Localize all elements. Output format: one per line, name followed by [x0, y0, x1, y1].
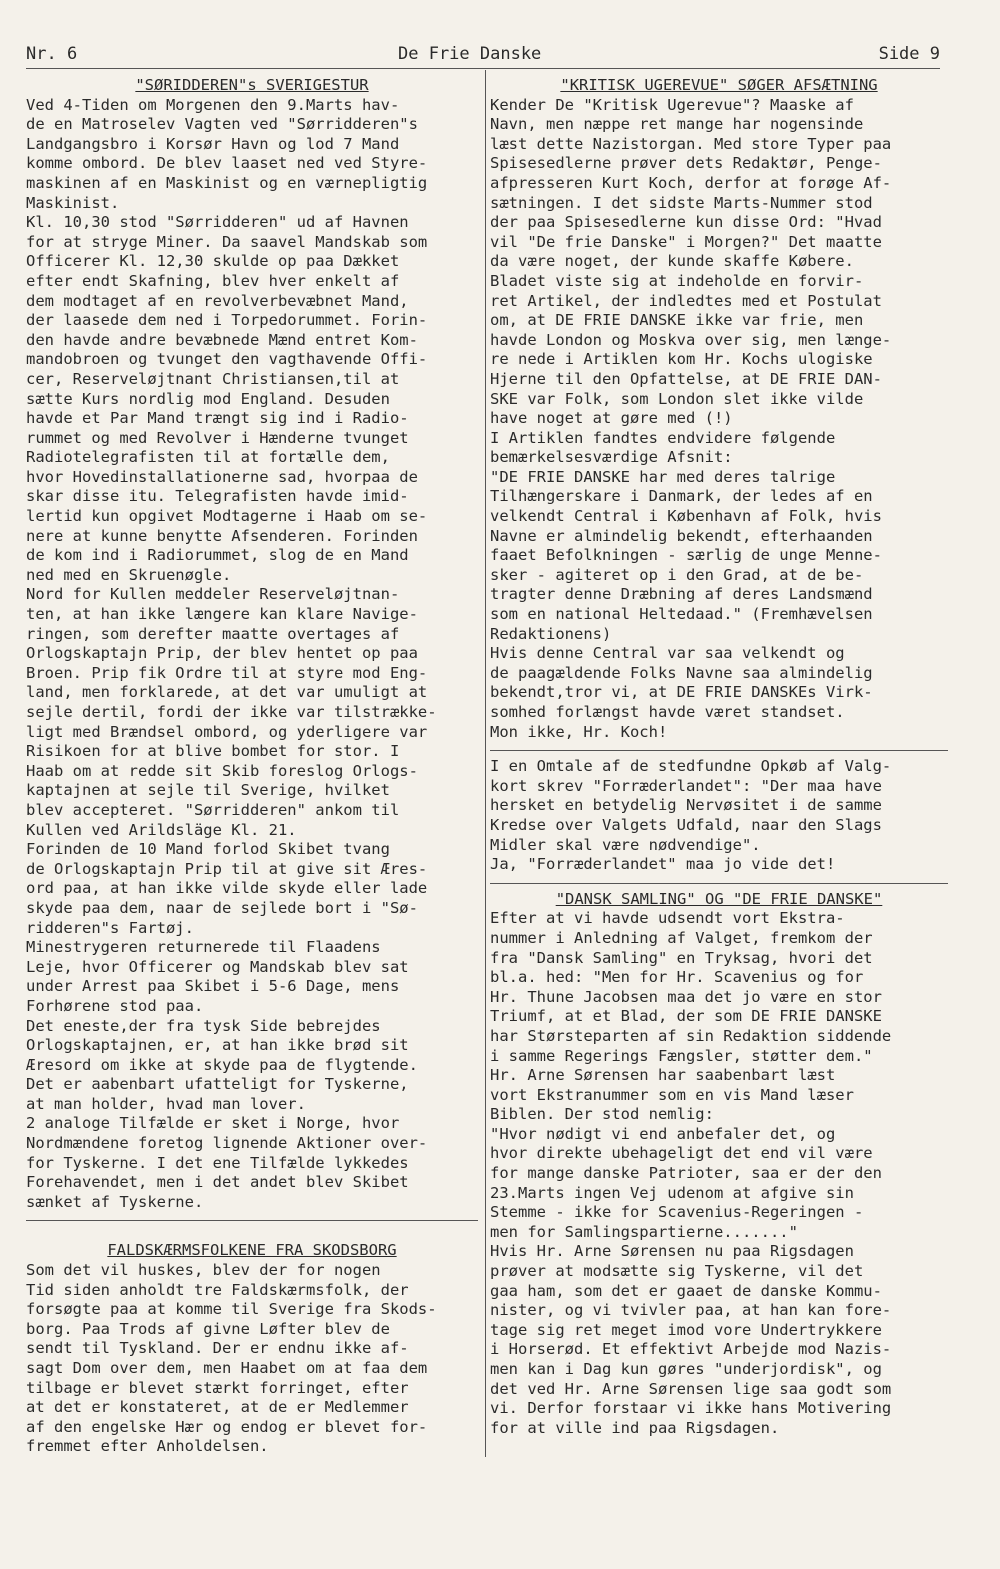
text-line: hvor direkte ubehageligt det end vil være — [490, 1144, 873, 1163]
text-line: velkendt Central i København af Folk, hvis — [490, 507, 882, 526]
text-line: Triumf, at et Blad, der som DE FRIE DANSKE — [490, 1007, 882, 1026]
text-line: at det er konstateret, at de er Medlemmer — [26, 1398, 409, 1417]
text-line: de en Matroselev Vagten ved "Sørridderen"s — [26, 115, 418, 134]
text-line: nummer i Anledning af Valget, fremkom der — [490, 928, 873, 947]
text-line: bekendt,tror vi, at DE FRIE DANSKEs Virk- — [490, 683, 873, 702]
text-line: Det eneste,der fra tysk Side bebrejdes — [26, 1016, 381, 1035]
text-line: kaptajnen at sejle til Sverige, hvilket — [26, 781, 390, 800]
text-line: gaa ham, som det er gaaet de danske Kommu- — [490, 1281, 882, 1300]
text-line: ringen, som derefter maatte overtages af — [26, 624, 400, 643]
text-line: lertid kun opgivet Modtagerne i Haab om se- — [26, 507, 428, 526]
article-title: "SØRIDDEREN"s SVERIGESTUR — [135, 76, 369, 94]
article-title: FALDSKÆRMSFOLKENE FRA SKODSBORG — [107, 1241, 397, 1260]
text-line: Efter at vi havde udsendt vort Ekstra- — [490, 909, 845, 928]
text-line: faaet Befolkningen - særlig de unge Menne- — [490, 546, 882, 565]
article-title: "DANSK SAMLING" OG "DE FRIE DANSKE" — [555, 889, 883, 908]
text-line: sænket af Tyskerne. — [26, 1192, 204, 1211]
text-line: sætningen. I det sidste Marts-Nummer stod — [490, 193, 873, 212]
text-line: de kom ind i Radiorummet, slog de en Mand — [26, 546, 409, 565]
text-line: for mange danske Patrioter, saa er der den — [490, 1164, 882, 1183]
text-line: de paagældende Folks Navne saa almindelig — [490, 663, 873, 682]
text-line: ord paa, at han ikke vilde skyde eller lade — [26, 879, 428, 898]
text-line: Stemme - ikke for Scavenius-Regeringen - — [490, 1203, 864, 1222]
text-line: den havde andre bevæbnede Mænd entret Kom- — [26, 330, 418, 349]
text-line: Tilhængerskare i Danmark, der ledes af en — [490, 487, 873, 506]
text-line: der laasede dem ned i Torpedorummet. Forin- — [26, 311, 428, 330]
text-line: I en Omtale af de stedfundne Opkøb af Valg- — [490, 757, 892, 776]
text-line: maskinen af en Maskinist og en værnepligtig — [26, 173, 428, 192]
text-line: blev accepteret. "Sørridderen" ankom til — [26, 800, 400, 819]
text-line: sætte Kurs nordlig mod England. Desuden — [26, 389, 390, 408]
text-line: i Horserød. Et effektivt Arbejde mod Nazis- — [490, 1340, 892, 1359]
text-line: nere at kunne benytte Afsenderen. Forinden — [26, 526, 418, 545]
text-line: havde London og Moskva over sig, men længe- — [490, 330, 892, 349]
text-line: Risikoen for at blive bombet for stor. I — [26, 742, 400, 761]
text-line: Navne er almindelig bekendt, efterhaanden — [490, 526, 873, 545]
text-line: prøver at modsætte sig Tyskerne, vil det — [490, 1262, 864, 1281]
text-line: under Arrest paa Skibet i 5-6 Dage, mens — [26, 977, 400, 996]
text-line: forsøgte paa at komme til Sverige fra Skods- — [26, 1300, 437, 1319]
publication-name: De Frie Danske — [398, 44, 542, 64]
text-line: i samme Regerings Fængsler, støtter dem." — [490, 1046, 873, 1065]
text-line: efter endt Skafning, blev hver enkelt af — [26, 271, 400, 290]
text-line: de Orlogskaptajn Prip til at give sit Æres- — [26, 859, 428, 878]
text-line: Redaktionens) — [490, 624, 612, 643]
text-line: have noget at gøre med (!) — [490, 409, 733, 428]
text-line: Kredse over Valgets Udfald, naar den Slags — [490, 815, 882, 834]
text-line: Kullen ved Arildsläge Kl. 21. — [26, 820, 297, 839]
text-line: Kender De "Kritisk Ugerevue"? Maaske af — [490, 95, 854, 114]
text-line: cer, Reserveløjtnant Christiansen,til at — [26, 369, 400, 388]
text-line: fremmet efter Anholdelsen. — [26, 1437, 269, 1456]
page-side-number: Side 9 — [878, 44, 940, 64]
article-kritisk-ugerevue — [490, 76, 948, 742]
article-separator — [26, 1220, 478, 1221]
text-line: bemærkelsesværdige Afsnit: — [490, 448, 733, 467]
text-line: ridderen"s Fartøj. — [26, 918, 194, 937]
text-line: Ved 4-Tiden om Morgenen den 9.Marts hav- — [26, 95, 400, 114]
text-line: Broen. Prip fik Ordre til at styre mod Eng- — [26, 663, 428, 682]
text-line: Officerer Kl. 12,30 skulde op paa Dækket — [26, 252, 400, 271]
text-line: Bladet viste sig at indeholde en forvir- — [490, 271, 864, 290]
text-line: Hvis denne Central var saa velkendt og — [490, 644, 845, 663]
article-separator — [490, 750, 948, 751]
text-line: vil "De frie Danske" i Morgen?" Det maatte — [490, 232, 882, 251]
text-line: afpresseren Kurt Koch, derfor at forøge Af- — [490, 173, 892, 192]
text-line: for at ville ind paa Rigsdagen. — [490, 1418, 780, 1437]
text-line: Ja, "Forræderlandet" maa jo vide det! — [490, 855, 836, 874]
article-separator — [490, 883, 948, 884]
text-line: "DE FRIE DANSKE har med deres talrige — [490, 467, 836, 486]
text-line: læst dette Nazistorgan. Med store Typer paa — [490, 134, 892, 153]
text-line: fra "Dansk Samling" en Tryksag, hvori det — [490, 948, 873, 967]
text-line: ned med en Skruenøgle. — [26, 565, 232, 584]
article-dansk-samling — [490, 890, 948, 1439]
article-body — [490, 757, 948, 875]
text-line: Kl. 10,30 stod "Sørridderen" ud af Havnen — [26, 213, 409, 232]
text-line: Nord for Kullen meddeler Reserveløjtnan- — [26, 585, 400, 604]
text-line: kort skrev "Forræderlandet": "Der maa have — [490, 776, 882, 795]
text-line: at man holder, hvad man lover. — [26, 1094, 306, 1113]
text-line: bl.a. hed: "Men for Hr. Scavenius og for — [490, 968, 864, 987]
text-line: om, at DE FRIE DANSKE ikke var frie, men — [490, 311, 864, 330]
text-line: vort Ekstranummer som en vis Mand læser — [490, 1085, 854, 1104]
text-line: for Tyskerne. I det ene Tilfælde lykkedes — [26, 1153, 409, 1172]
text-line: Maskinist. — [26, 193, 120, 212]
text-line: Hvis Hr. Arne Sørensen nu paa Rigsdagen — [490, 1242, 854, 1261]
right-column — [490, 76, 948, 1438]
text-line: Navn, men næppe ret mange har nogensinde — [490, 115, 864, 134]
text-line: Orlogskaptajnen, er, at han ikke brød sit — [26, 1036, 409, 1055]
text-line: der paa Spisesedlerne kun disse Ord: "Hvad — [490, 213, 882, 232]
text-line: Orlogskaptajn Prip, der blev hentet op paa — [26, 644, 418, 663]
text-line: Æresord om ikke at skyde paa de flygtende. — [26, 1055, 418, 1074]
text-line: Hr. Arne Sørensen har saabenbart læst — [490, 1066, 836, 1085]
text-line: ligt med Brændsel ombord, og yderligere var — [26, 722, 428, 741]
column-divider — [485, 70, 486, 1457]
text-line: tilbage er blevet stærkt forringet, efter — [26, 1378, 409, 1397]
text-line: rummet og med Revolver i Hænderne tvunget — [26, 428, 409, 447]
article-faldskaermsfolkene — [26, 1241, 478, 1457]
article-soridderen — [26, 76, 478, 1212]
text-line: har Størsteparten af sin Redaktion siddende — [490, 1026, 892, 1045]
text-line: Spisesedlerne prøver dets Redaktør, Penge- — [490, 154, 882, 173]
text-line: re nede i Artiklen kom Hr. Kochs ulogiske — [490, 350, 873, 369]
text-line: Tid siden anholdt tre Faldskærmsfolk, der — [26, 1280, 409, 1299]
text-line: som en national Heltedaad." (Fremhævelsen — [490, 605, 873, 624]
text-line: ten, at han ikke længere kan klare Navige- — [26, 605, 418, 624]
article-forraederlandet-note — [490, 757, 948, 875]
text-line: somhed forlængst havde været standset. — [490, 703, 845, 721]
text-line: Forhørene stod paa. — [26, 996, 204, 1015]
text-line: nister, og vi tvivler paa, at han kan fore- — [490, 1301, 892, 1320]
article-body — [490, 96, 948, 743]
page-header — [26, 44, 940, 68]
text-line: skar disse itu. Telegrafisten havde imid- — [26, 487, 409, 506]
text-line: 2 analoge Tilfælde er sket i Norge, hvor — [26, 1114, 400, 1133]
text-line: "Hvor nødigt vi end anbefaler det, og — [490, 1124, 836, 1143]
text-line: Forinden de 10 Mand forlod Skibet tvang — [26, 840, 390, 859]
text-line: Landgangsbro i Korsør Havn og lod 7 Mand — [26, 134, 400, 153]
text-line: Minestrygeren returnerede til Flaadens — [26, 938, 381, 957]
text-line: Midler skal være nødvendige". — [490, 835, 761, 854]
text-line: dem modtaget af en revolverbevæbnet Mand, — [26, 291, 409, 310]
text-line: Leje, hvor Officerer og Mandskab blev sat — [26, 957, 409, 976]
text-line: sker - agiteret op i den Grad, at de be- — [490, 565, 864, 584]
text-line: borg. Paa Trods af givne Løfter blev de — [26, 1319, 390, 1338]
text-line: Hr. Thune Jacobsen maa det jo være en stor — [490, 987, 882, 1006]
text-line: Som det vil huskes, blev der for nogen — [26, 1261, 381, 1280]
text-line: mandobroen og tvunget den vagthavende Offi- — [26, 350, 428, 369]
text-line: Radiotelegrafisten til at fortælle dem, — [26, 448, 390, 467]
text-line: land, men forklarede, at det var umuligt at — [26, 683, 428, 702]
text-line: af den engelske Hær og endog er blevet for- — [26, 1417, 428, 1436]
text-line: sendt til Tyskland. Der er endnu ikke af- — [26, 1339, 409, 1358]
header-rule — [26, 68, 940, 69]
left-column — [26, 76, 478, 1457]
text-line: Forehavendet, men i det andet blev Skibet — [26, 1173, 409, 1192]
text-line: Det er aabenbart ufatteligt for Tyskerne, — [26, 1075, 409, 1094]
text-line: komme ombord. De blev laaset ned ved Styre- — [26, 154, 428, 173]
text-line: Biblen. Der stod nemlig: — [490, 1105, 714, 1124]
text-line: men kan i Dag kun gøres "underjordisk", og — [490, 1360, 882, 1378]
text-line: tage sig ret meget imod vore Undertrykkere — [490, 1320, 882, 1339]
text-line: havde et Par Mand trængt sig ind i Radio- — [26, 409, 409, 428]
text-line: 23.Marts ingen Vej udenom at afgive sin — [490, 1183, 854, 1202]
text-line: men for Samlingspartierne......." — [490, 1222, 798, 1241]
text-line: sejle dertil, fordi der ikke var tilstrække- — [26, 703, 437, 721]
text-line: tragter denne Dræbning af deres Landsmænd — [490, 585, 873, 604]
article-body — [26, 96, 478, 1213]
article-body — [490, 909, 948, 1438]
text-line: skyde paa dem, naar de sejlede bort i "Sø- — [26, 898, 418, 917]
text-line: da være noget, der kunde skaffe Købere. — [490, 252, 854, 271]
text-line: det ved Hr. Arne Sørensen lige saa godt som — [490, 1379, 892, 1398]
text-line: SKE var Folk, som London slet ikke vilde — [490, 389, 864, 408]
text-line: Hjerne til den Opfattelse, at DE FRIE DAN- — [490, 369, 882, 388]
text-line: for at stryge Miner. Da saavel Mandskab som — [26, 232, 428, 251]
text-line: I Artiklen fandtes endvidere følgende — [490, 428, 836, 447]
text-line: ret Artikel, der indledtes med et Postulat — [490, 291, 882, 310]
text-line: vi. Derfor forstaar vi ikke hans Motivering — [490, 1399, 892, 1418]
issue-number: Nr. 6 — [26, 44, 78, 64]
text-line: Haab om at redde sit Skib foreslog Orlogs- — [26, 761, 418, 780]
text-line: Mon ikke, Hr. Koch! — [490, 722, 668, 741]
text-line: Nordmændene foretog lignende Aktioner over- — [26, 1134, 428, 1153]
text-line: hvor Hovedinstallationerne sad, hvorpaa de — [26, 467, 418, 486]
text-line: sagt Dom over dem, men Haabet om at faa dem — [26, 1359, 428, 1377]
article-body — [26, 1261, 478, 1457]
article-title: "KRITISK UGEREVUE" SØGER AFSÆTNING — [560, 76, 878, 94]
text-line: hersket en betydelig Nervøsitet i de samme — [490, 796, 882, 815]
